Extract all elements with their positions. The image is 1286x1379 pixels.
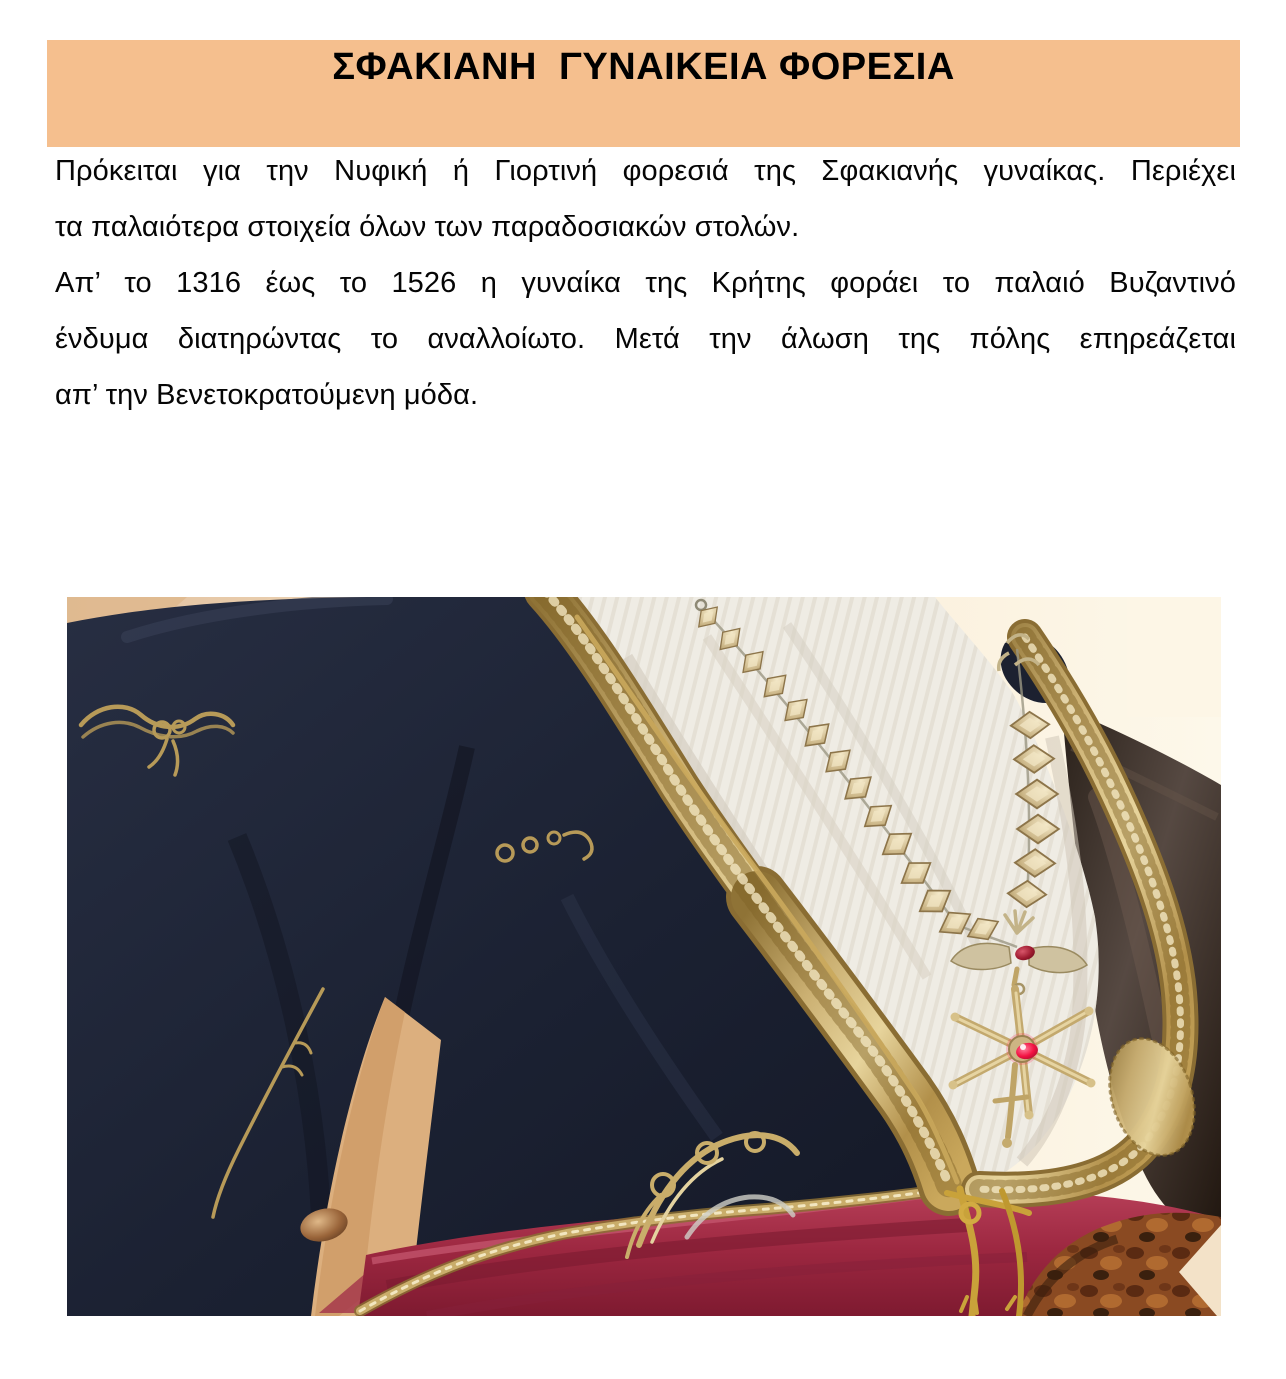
page-title: ΣΦΑΚΙΑΝΗ ΓΥΝΑΙΚΕΙΑ ΦΟΡΕΣΙΑ [332,46,955,88]
body-line: Απ’ το 1316 έως το 1526 η γυναίκα της Κρήτης φοράει το παλαιό Βυζαντινό [55,267,1236,299]
body-line: απ’ την Βενετοκρατούμενη μόδα. [55,379,479,411]
body-line: Πρόκειται για την Νυφική ή Γιορτινή φορεσιά της Σφακιανής γυναίκας. Περιέχει [55,155,1236,187]
title-banner [47,40,1240,147]
body-line: τα παλαιότερα στοιχεία όλων των παραδοσιακών στολών. [55,211,800,243]
body-text [55,143,1236,423]
costume-photo [67,597,1221,1316]
costume-photo-illustration [67,597,1221,1316]
body-line: ένδυμα διατηρώντας το αναλλοίωτο. Μετά την άλωση της πόλης επηρεάζεται [55,323,1236,355]
